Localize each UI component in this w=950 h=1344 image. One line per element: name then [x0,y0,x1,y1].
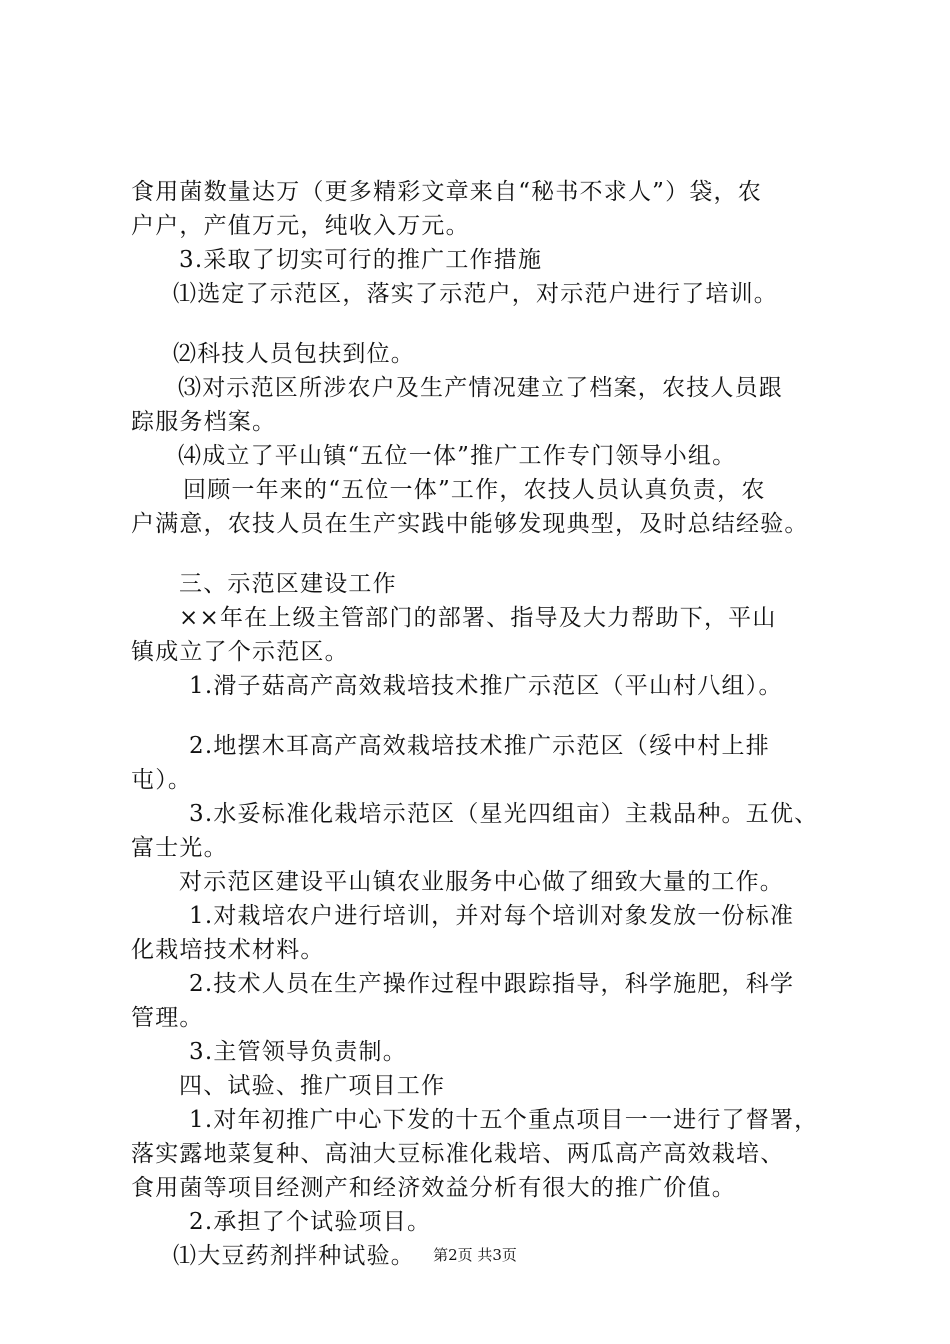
paragraph-line: 管理。 [131,1005,204,1031]
paragraph-line: ××年在上级主管部门的部署、指导及大力帮助下，平山 [179,605,777,631]
paragraph-line: 户户，产值万元，纯收入万元。 [131,213,470,239]
paragraph-line: 富士光。 [131,835,228,861]
paragraph-line: 2.技术人员在生产操作过程中跟踪指导，科学施肥，科学 [189,971,795,997]
section-heading: 四、试验、推广项目工作 [179,1073,446,1099]
paragraph-line: 2.承担了个试验项目。 [189,1209,432,1235]
paragraph-line: 踪服务档案。 [131,409,277,435]
blank-line [131,703,843,729]
paragraph-line: 3.采取了切实可行的推广工作措施 [179,247,543,273]
paragraph-line: ⑵科技人员包扶到位。 [173,341,415,367]
paragraph-line: 2.地摆木耳高产高效栽培技术推广示范区（绥中村上排 [189,733,770,759]
paragraph-line: 食用菌等项目经测产和经济效益分析有很大的推广价值。 [131,1175,736,1201]
blank-line [131,541,843,567]
section-heading: 三、示范区建设工作 [179,571,397,597]
page-number-footer: 第2页 共3页 [433,1246,517,1264]
blank-line [131,311,843,337]
paragraph-line: ⑷成立了平山镇“五位一体”推广工作专门领导小组。 [178,443,737,469]
paragraph-line: 1.滑子菇高产高效栽培技术推广示范区（平山村八组）。 [189,673,783,699]
paragraph-line: 化栽培技术材料。 [131,937,325,963]
paragraph-line: 屯）。 [131,767,193,793]
paragraph-line: 3.水妥标准化栽培示范区（星光四组亩）主栽品种。五优、 [189,801,819,827]
paragraph-line: 镇成立了个示范区。 [131,639,349,665]
paragraph-line: 3.主管领导负责制。 [189,1039,407,1065]
paragraph-line: 落实露地菜复种、高油大豆标准化栽培、两瓜高产高效栽培、 [131,1141,785,1167]
paragraph-line: 对示范区建设平山镇农业服务中心做了细致大量的工作。 [179,869,784,895]
paragraph-line: 食用菌数量达万（更多精彩文章来自“秘书不求人”）袋，农 [131,179,762,205]
paragraph-line: ⑴选定了示范区，落实了示范户，对示范户进行了培训。 [173,281,778,307]
document-body [131,175,843,1273]
paragraph-line: 1.对年初推广中心下发的十五个重点项目一一进行了督署， [189,1107,819,1133]
paragraph-line: 回顾一年来的“五位一体”工作，农技人员认真负责，农 [183,477,766,503]
paragraph-line: 户满意，农技人员在生产实践中能够发现典型，及时总结经验。 [131,511,809,537]
paragraph-line: 1.对栽培农户进行培训，并对每个培训对象发放一份标准 [189,903,795,929]
paragraph-line: ⑶对示范区所涉农户及生产情况建立了档案，农技人员跟 [178,375,783,401]
paragraph-line: ⑴大豆药剂拌种试验。 [173,1243,415,1269]
